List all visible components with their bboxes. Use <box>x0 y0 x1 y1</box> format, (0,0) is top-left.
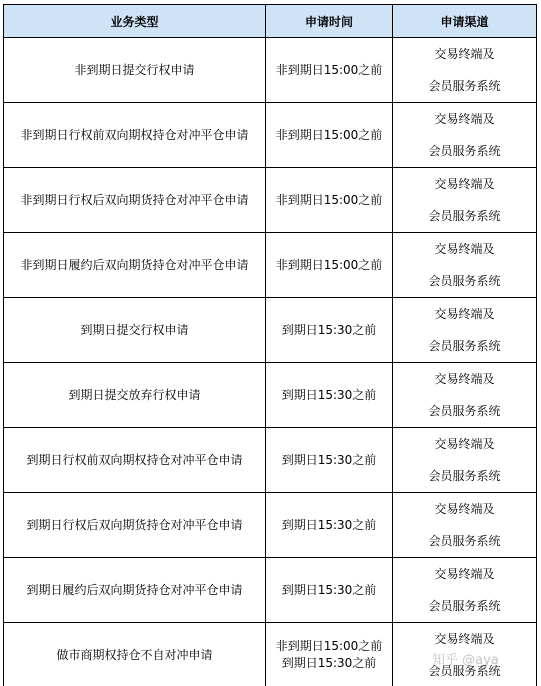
application-time-line: 到期日15:30之前 <box>281 656 377 670</box>
application-channel-cell <box>393 558 537 623</box>
application-channel-cell <box>393 363 537 428</box>
business-type-cell: 到期日提交行权申请 <box>4 298 266 363</box>
table-row <box>4 38 537 103</box>
table-row <box>4 558 537 623</box>
application-time-line: 非到期日15:00之前 <box>275 192 383 207</box>
application-channel-line: 交易终端及 <box>434 242 495 256</box>
table-row <box>4 363 537 428</box>
header-application-time: 申请时间 <box>266 5 393 38</box>
application-channel-line: 会员服务系统 <box>428 209 501 223</box>
table-row <box>4 623 537 686</box>
application-channel-line: 会员服务系统 <box>428 274 501 288</box>
application-time-cell <box>266 168 393 233</box>
application-channel-line: 会员服务系统 <box>428 469 501 483</box>
application-time-line: 到期日15:30之前 <box>281 322 377 337</box>
application-channel-line: 交易终端及 <box>434 47 495 61</box>
application-channel-line: 交易终端及 <box>434 307 495 321</box>
application-time-cell <box>266 363 393 428</box>
header-business-type: 业务类型 <box>4 5 266 38</box>
application-time-line: 非到期日15:00之前 <box>275 639 383 653</box>
table-row <box>4 493 537 558</box>
application-channel-line: 交易终端及 <box>434 437 495 451</box>
application-channel-line: 交易终端及 <box>434 112 495 126</box>
watermark: 知乎 @aya <box>432 653 499 668</box>
business-type-cell: 到期日提交放弃行权申请 <box>4 363 266 428</box>
table-row <box>4 298 537 363</box>
header-application-channel: 申请渠道 <box>393 5 537 38</box>
application-time-cell <box>266 623 393 686</box>
application-time-cell <box>266 103 393 168</box>
application-time-line: 到期日15:30之前 <box>281 452 377 467</box>
application-channel-line: 会员服务系统 <box>428 664 501 678</box>
application-time-cell <box>266 558 393 623</box>
application-channel-cell <box>393 298 537 363</box>
application-time-line: 到期日15:30之前 <box>281 582 377 597</box>
application-channel-line: 交易终端及 <box>434 632 495 646</box>
application-time-cell <box>266 38 393 103</box>
business-type-cell: 到期日行权前双向期权持仓对冲平仓申请 <box>4 428 266 493</box>
application-channel-line: 交易终端及 <box>434 372 495 386</box>
application-time-line: 非到期日15:00之前 <box>275 257 383 272</box>
application-channel-line: 会员服务系统 <box>428 599 501 613</box>
table-row <box>4 428 537 493</box>
table-row <box>4 103 537 168</box>
application-channel-line: 交易终端及 <box>434 567 495 581</box>
application-channel-cell <box>393 103 537 168</box>
business-type-cell: 到期日履约后双向期货持仓对冲平仓申请 <box>4 558 266 623</box>
application-time-line: 非到期日15:00之前 <box>275 127 383 142</box>
business-type-cell: 非到期日履约后双向期货持仓对冲平仓申请 <box>4 233 266 298</box>
application-channel-line: 会员服务系统 <box>428 79 501 93</box>
business-type-cell: 做市商期权持仓不自对冲申请 <box>4 623 266 686</box>
application-time-cell <box>266 428 393 493</box>
table-row <box>4 233 537 298</box>
application-channel-cell <box>393 493 537 558</box>
table-header-row <box>4 5 537 38</box>
application-time-line: 到期日15:30之前 <box>281 517 377 532</box>
application-table <box>3 4 537 686</box>
application-channel-cell <box>393 623 537 686</box>
application-time-line: 到期日15:30之前 <box>281 387 377 402</box>
application-channel-line: 会员服务系统 <box>428 404 501 418</box>
application-channel-line: 会员服务系统 <box>428 534 501 548</box>
application-time-cell <box>266 233 393 298</box>
application-channel-cell <box>393 233 537 298</box>
application-time-cell <box>266 493 393 558</box>
business-type-cell: 到期日行权后双向期货持仓对冲平仓申请 <box>4 493 266 558</box>
application-channel-line: 交易终端及 <box>434 502 495 516</box>
application-channel-line: 会员服务系统 <box>428 144 501 158</box>
application-channel-cell <box>393 428 537 493</box>
table-row <box>4 168 537 233</box>
application-channel-cell <box>393 38 537 103</box>
business-type-cell: 非到期日行权后双向期货持仓对冲平仓申请 <box>4 168 266 233</box>
application-time-line: 非到期日15:00之前 <box>275 62 383 77</box>
business-type-cell: 非到期日行权前双向期权持仓对冲平仓申请 <box>4 103 266 168</box>
application-channel-cell <box>393 168 537 233</box>
table-body <box>4 38 537 686</box>
application-channel-line: 交易终端及 <box>434 177 495 191</box>
application-channel-line: 会员服务系统 <box>428 339 501 353</box>
business-type-cell: 非到期日提交行权申请 <box>4 38 266 103</box>
application-time-cell <box>266 298 393 363</box>
